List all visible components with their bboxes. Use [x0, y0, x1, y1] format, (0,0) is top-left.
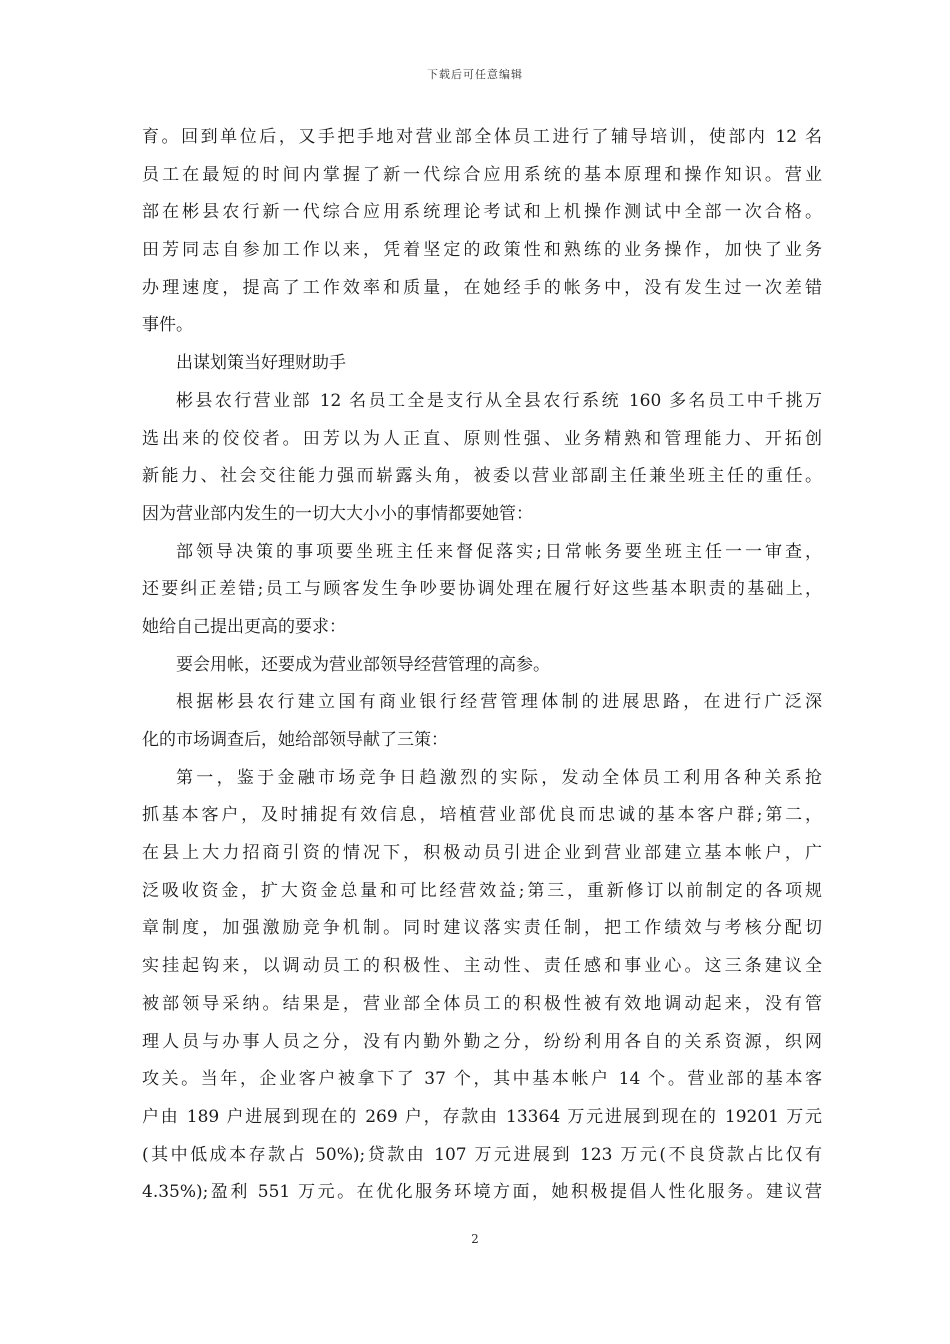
text-line: 办理速度，提高了工作效率和质量，在她经手的帐务中，没有发生过一次差错	[142, 277, 822, 298]
text-line: 实挂起钩来，以调动员工的积极性、主动性、责任感和事业心。这三条建议全	[142, 956, 822, 977]
text-line: 出谋划策当好理财助手	[176, 353, 346, 374]
text-line: 她给自己提出更高的要求：	[142, 616, 346, 637]
text-line: 因为营业部内发生的一切大大小小的事情都要她管：	[142, 503, 533, 524]
text-line: 4.35%);盈利 551 万元。在优化服务环境方面，她积极提倡人性化服务。建议营	[142, 1182, 822, 1203]
text-line: 章制度，加强激励竞争机制。同时建议落实责任制，把工作绩效与考核分配切	[142, 918, 822, 939]
text-line: 化的市场调查后，她给部领导献了三策：	[142, 730, 448, 750]
text-line: 选出来的佼佼者。田芳以为人正直、原则性强、业务精熟和管理能力、开拓创	[142, 428, 822, 449]
text-line: 部领导决策的事项要坐班主任来督促落实;日常帐务要坐班主任一一审查，	[176, 541, 822, 562]
text-line: 彬县农行营业部 12 名员工全是支行从全县农行系统 160 多名员工中千挑万	[176, 390, 822, 411]
text-line: 理人员与办事人员之分，没有内勤外勤之分，纷纷利用各自的关系资源，织网	[142, 1031, 822, 1052]
text-line: 还要纠正差错;员工与顾客发生争吵要协调处理在履行好这些基本职责的基础上，	[142, 579, 822, 600]
text-line: (其中低成本存款占 50%);贷款由 107 万元进展到 123 万元(不良贷款占比仅有	[142, 1144, 822, 1165]
text-line: 田芳同志自参加工作以来，凭着坚定的政策性和熟练的业务操作，加快了业务	[142, 240, 822, 261]
text-line: 第一，鉴于金融市场竞争日趋激烈的实际，发动全体员工利用各种关系抢	[176, 767, 822, 788]
page-number: 2	[471, 1232, 479, 1246]
text-line: 攻关。当年，企业客户被拿下了 37 个，其中基本帐户 14 个。营业部的基本客	[142, 1069, 822, 1090]
text-line: 新能力、社会交往能力强而崭露头角，被委以营业部副主任兼坐班主任的重任。	[142, 466, 822, 487]
document-body	[142, 119, 822, 1212]
page-header: 下载后可任意编辑	[427, 68, 523, 81]
text-line: 育。回到单位后，又手把手地对营业部全体员工进行了辅导培训，使部内 12 名	[142, 127, 822, 147]
text-line: 根据彬县农行建立国有商业银行经营管理体制的进展思路，在进行广泛深	[176, 692, 822, 713]
text-line: 员工在最短的时间内掌握了新一代综合应用系统的基本原理和操作知识。营业	[142, 164, 822, 185]
text-line: 户由 189 户进展到现在的 269 户，存款由 13364 万元进展到现在的 19201 万元	[142, 1106, 822, 1127]
text-line: 要会用帐，还要成为营业部领导经营管理的高参。	[176, 654, 550, 675]
text-line: 抓基本客户，及时捕捉有效信息，培植营业部优良而忠诚的基本客户群;第二，	[142, 805, 822, 826]
text-line: 被部领导采纳。结果是，营业部全体员工的积极性被有效地调动起来，没有管	[142, 993, 822, 1014]
text-line: 在县上大力招商引资的情况下，积极动员引进企业到营业部建立基本帐户，广	[142, 843, 822, 864]
text-line: 事件。	[142, 315, 193, 336]
text-line: 泛吸收资金，扩大资金总量和可比经营效益;第三，重新修订以前制定的各项规	[142, 880, 822, 901]
text-line: 部在彬县农行新一代综合应用系统理论考试和上机操作测试中全部一次合格。	[142, 202, 822, 223]
